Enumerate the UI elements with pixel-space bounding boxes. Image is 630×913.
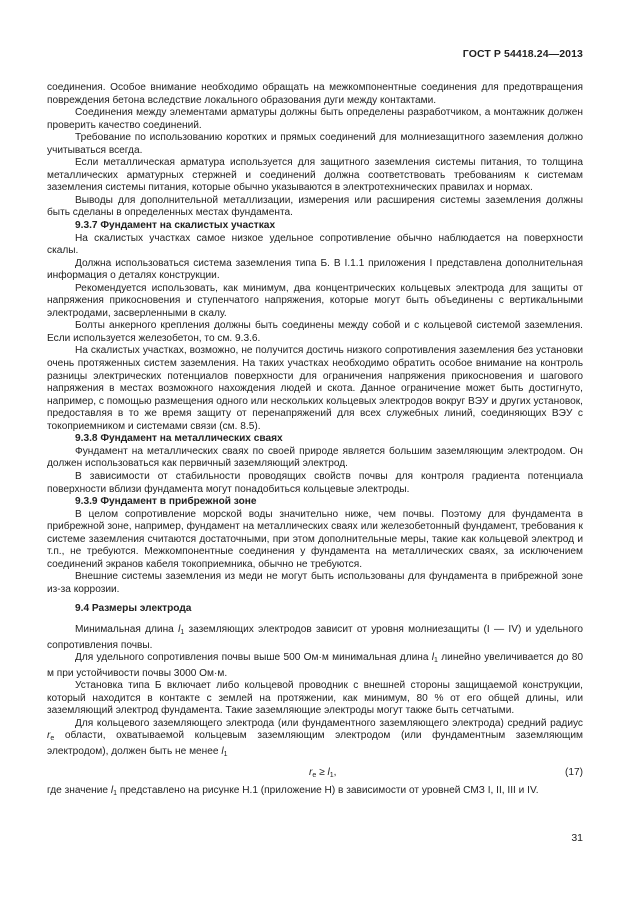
paragraph: Для кольцевого заземляющего электрода (или фундаментного заземляющего электрода) средний радиус $r_e$ области, охватываемой кольцевым заземляющим электродом (или фундаментным заземляющим электродом), должен быть не менее $l_1$ — [47, 717, 583, 758]
symbol-l: l — [178, 623, 181, 635]
document-code: ГОСТ Р 54418.24—2013 — [462, 48, 583, 60]
paragraph: На скалистых участках, возможно, не получится достичь низкого сопротивления заземления без установки очень протяженных систем заземления. На таких участках необходимо обратить особое внимание на контроль разницы электрических потенциалов поверхности для ограничения напряжения прикосновения и шагового напряжения в местах возможного нахождения людей и скота. Данное ограничение может быть достигнуто, например, с помощью размещения одного или нескольких кольцевых электродов вокруг ВЭУ и других установок, предоставляя в то же время защиту от перенапряжений для всех служебных линий, соединяющих ВЭУ с токоприемником и системами связи (см. 8.5). — [47, 345, 583, 432]
paragraph: Должна использоваться система заземления типа Б. В I.1.1 приложения I представлена дополнительная информация о деталях конструкции. — [47, 257, 583, 282]
subscript-1: 1 — [434, 657, 438, 665]
symbol-r: r — [47, 730, 51, 742]
symbol-l: l — [431, 652, 435, 664]
formula-number: (17) — [564, 767, 583, 779]
formula-17 — [47, 763, 583, 785]
section-heading-9-3-9: 9.3.9 Фундамент в прибрежной зоне — [75, 496, 257, 508]
paragraph: Минимальная длина $l_1$ заземляющих электродов зависит от уровня молниезащиты (I — IV) и удельного сопротивления почвы. — [47, 623, 583, 651]
section-heading-9-3-7: 9.3.7 Фундамент на скалистых участках — [75, 220, 276, 232]
paragraph: где значение $l_1$ представлено на рисунке Н.1 (приложение Н) в зависимости от уровней СМЗ I, II, III и IV. — [47, 785, 539, 798]
paragraph: Выводы для дополнительной металлизации, измерения или расширения системы заземления должны быть сделаны в определенных местах фундамента. — [47, 194, 583, 219]
document-body — [47, 82, 583, 801]
paragraph: Если металлическая арматура используется для защитного заземления системы питания, то толщина металлических арматурных стержней и соединений должна соответствовать требованиям к системам заземления системы питания, которые обычно указываются в электротехнических правилах и нормах. — [47, 157, 583, 194]
subscript-1: 1 — [180, 628, 185, 636]
formula-expression: $r_e \ge l_1$, — [309, 767, 337, 780]
paragraph: Болты анкерного крепления должны быть соединены между собой и с кольцевой системой заземления. Если используется железобетон, то см. 9.3.6. — [47, 320, 583, 344]
paragraph: Фундамент на металлических сваях по своей природе является большим заземляющим электродом. Он должен использоваться как первичный заземляющий электрод. — [47, 445, 583, 470]
paragraph: На скалистых участках самое низкое удельное сопротивление обычно наблюдается на поверхности скалы. — [47, 232, 583, 257]
paragraph: Установка типа Б включает либо кольцевой проводник с внешней стороны защищаемой конструкции, который находится в контакте с землей на протяжении, как минимум, 80 % от его общей длины, или заземляющий электрод фундамента. Такие заземляющие электроды могут также быть сетчатыми. — [47, 680, 583, 717]
symbol-l: l — [110, 785, 114, 797]
paragraph: Соединения между элементами арматуры должны быть определены разработчиком, а монтажник должен проверить качество соединений. — [47, 107, 583, 131]
paragraph: В зависимости от стабильности проводящих свойств почвы для контроля градиента потенциала поверхности вблизи фундамента могут понадобиться кольцевые электроды. — [47, 470, 583, 495]
paragraph: соединения. Особое внимание необходимо обращать на межкомпонентные соединения для предотвращения повреждения бетона вследствие локального образования дуги между контактами. — [47, 82, 583, 106]
paragraph: Внешние системы заземления из меди не могут быть использованы для фундамента в прибрежной зоне из-за коррозии. — [47, 571, 583, 595]
subscript-1: 1 — [223, 750, 228, 758]
subscript-e: e — [50, 735, 55, 743]
paragraph: Требование по использованию коротких и прямых соединений для молниезащитного заземления должно учитываться всегда. — [47, 132, 583, 156]
symbol-l: l — [221, 745, 224, 757]
section-heading-9-4: 9.4 Размеры электрода — [75, 603, 192, 615]
paragraph: Рекомендуется использовать, как минимум, два концентрических кольцевых электрода для защиты от напряжения прикосновения и ступенчатого напряжения, которые могут быть объединены с вертикальными электродами, засверленными в скалу. — [47, 282, 583, 319]
section-heading-9-3-8: 9.3.8 Фундамент на металлических сваях — [75, 433, 283, 445]
page-number: 31 — [571, 832, 583, 844]
subscript-1: 1 — [113, 790, 117, 798]
paragraph: В целом сопротивление морской воды значительно ниже, чем почвы. Поэтому для фундамента в прибрежной зоне, например, фундамент на металлических сваях или железобетонный фундамент, требования к системе заземления считаются достаточными, при этом дополнительные меры, такие как кольцевой электрод и т.п., не требуются. Межкомпонентные соединения у фундамента на металлических сваях, за исключением соединений экранов кабеля токоприемника, обычно не требуются. — [47, 508, 583, 570]
paragraph: Для удельного сопротивления почвы выше 500 Ом·м минимальная длина $l_1$ линейно увеличивается до 80 м при устойчивости почвы 3000 Ом·м. — [47, 652, 584, 679]
